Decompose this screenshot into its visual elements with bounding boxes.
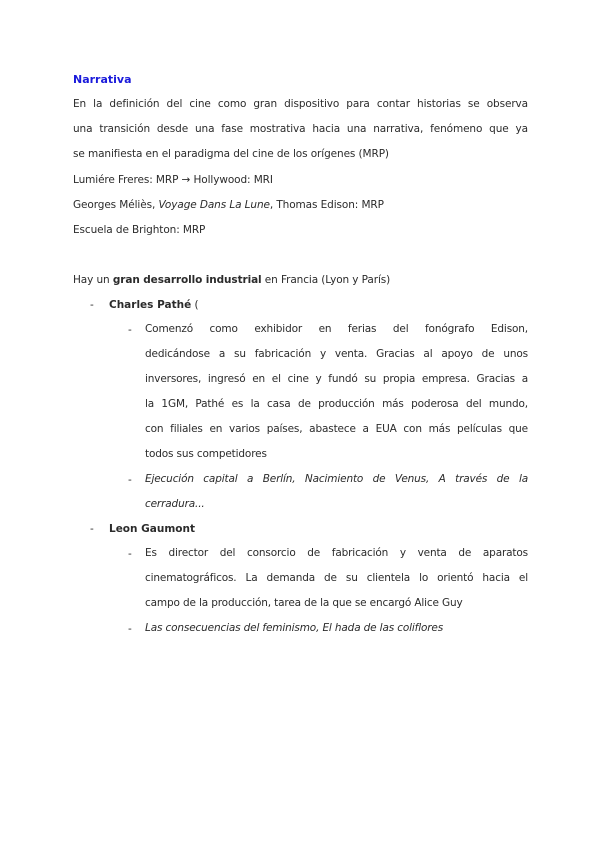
gaumont-films-line: Las consecuencias del feminismo, El hada de las coliflores (145, 622, 444, 634)
melies-film: Voyage Dans La Lune (158, 199, 270, 211)
pathe-after: ( (191, 299, 199, 311)
pathe-description (145, 317, 528, 467)
pathe-sub-bullet: - (128, 324, 132, 336)
pathe-films-line: Ejecución capital a Berlín, Nacimiento de Venus, A través de la (145, 473, 528, 485)
pathe-description-line: dedicándose a su fabricación y venta. Gracias al apoyo de unos (145, 348, 528, 360)
gaumont-name: Leon Gaumont (109, 523, 195, 535)
lumiere-line: Lumiére Freres: MRP → Hollywood: MRI (73, 174, 273, 186)
gaumont-bullet: - (90, 523, 94, 535)
intro-line: se manifiesta en el paradigma del cine de los orígenes (MRP) (73, 148, 389, 160)
gaumont-description (145, 541, 528, 616)
gaumont-description-line: cinematográficos. La demanda de su clientela lo orientó hacia el (145, 572, 528, 584)
pathe-description-line: todos sus competidores (145, 448, 267, 460)
pathe-name: Charles Pathé (109, 299, 192, 311)
gaumont-description-line: campo de la producción, tarea de la que se encargó Alice Guy (145, 597, 463, 609)
section-heading: Narrativa (73, 73, 132, 86)
pathe-films (145, 467, 528, 517)
pathe-description-line: Comenzó como exhibidor en ferias del fonógrafo Edison, (145, 323, 528, 335)
industry-suffix: en Francia (Lyon y París) (261, 274, 391, 286)
melies-line (73, 197, 384, 213)
intro-line: una transición desde una fase mostrativa hacia una narrativa, fenómeno que ya (73, 123, 528, 135)
gaumont-description-line: Es director del consorcio de fabricación y venta de aparatos (145, 547, 528, 559)
industry-bold: gran desarrollo industrial (112, 274, 262, 286)
gaumont-films (145, 616, 528, 641)
intro-line: En la definición del cine como gran dispositivo para contar historias se observa (73, 98, 528, 110)
intro-paragraph (73, 92, 528, 167)
pathe-bullet: - (90, 299, 94, 311)
pathe-description-line: la 1GM, Pathé es la casa de producción más poderosa del mundo, (145, 398, 528, 410)
industry-line (73, 272, 390, 288)
brighton-line: Escuela de Brighton: MRP (73, 224, 206, 236)
melies-suffix: , Thomas Edison: MRP (269, 199, 384, 211)
pathe-description-line: inversores, ingresó en el cine y fundó su propia empresa. Gracias a (145, 373, 528, 385)
melies-prefix: Georges Méliès, (73, 199, 159, 211)
pathe-description-line: con filiales en varios países, abastece a EUA con más películas que (145, 423, 528, 435)
gaumont-films-bullet: - (128, 623, 132, 635)
pathe-films-line: cerradura... (145, 498, 205, 510)
pathe-item (109, 297, 199, 313)
pathe-films-bullet: - (128, 474, 132, 486)
gaumont-sub-bullet: - (128, 548, 132, 560)
industry-prefix: Hay un (73, 274, 113, 286)
